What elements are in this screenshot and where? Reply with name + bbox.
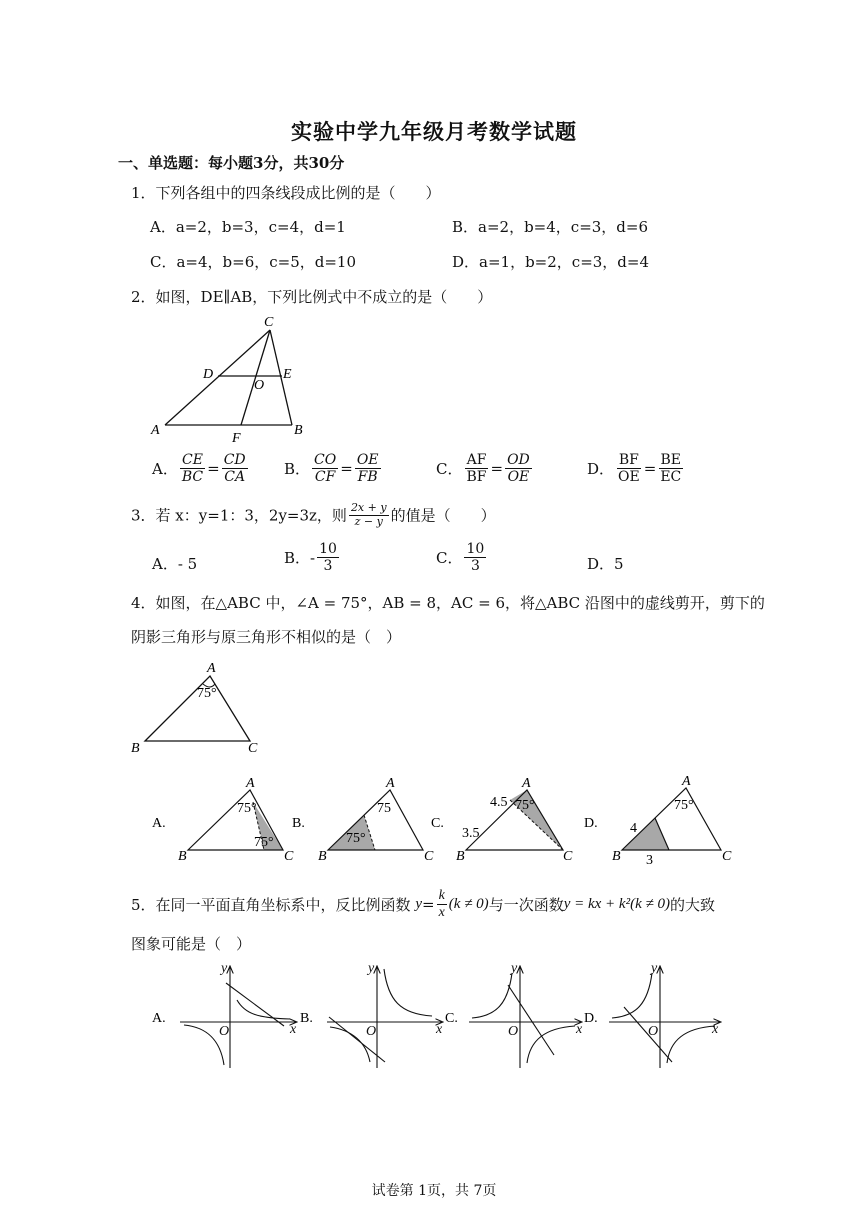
svg-text:4.5: 4.5 (490, 795, 508, 810)
q3-frac-num: 2x + y (350, 501, 387, 514)
svg-text:75°: 75° (197, 686, 217, 701)
q3-option-c: C． $\frac{10}{3}$ (436, 541, 485, 575)
page-footer: 试卷第 1页，共 7页 (371, 1183, 497, 1199)
svg-text:y: y (511, 961, 518, 976)
q4-option-c-label: C. (431, 816, 444, 831)
svg-text:75°: 75° (515, 798, 535, 813)
svg-text:C: C (722, 849, 732, 864)
q2-a-left-den: BC (181, 469, 204, 486)
q2-option-b: B． $\frac{CO}{CF}$ = $\frac{OE}{FB}$ (284, 452, 379, 486)
q2-label-f: F (232, 431, 241, 446)
q3-option-a: A．- 5 (152, 555, 198, 573)
svg-text:4: 4 (630, 821, 637, 836)
svg-text:x: x (712, 1022, 719, 1037)
svg-text:C: C (248, 741, 258, 756)
q5-option-a-graph (180, 961, 297, 1068)
q2-a-right-den: CA (224, 469, 246, 486)
q1-option-c: C．a=4，b=6，c=5，d=10 (150, 253, 357, 271)
q1-option-b: B．a=2，b=4，c=3，d=6 (452, 218, 649, 236)
q2-label-a: A (151, 423, 160, 438)
q5-option-b-graph (327, 961, 443, 1068)
q2-option-a: A． $\frac{CE}{BC}$ = $\frac{CD}{CA}$ (152, 452, 246, 486)
q1-stem: 1．下列各组中的四条线段成比例的是（ ） (131, 184, 441, 202)
q5-option-c-label: C. (445, 1011, 458, 1026)
svg-text:A: A (682, 774, 691, 789)
svg-text:x: x (436, 1022, 443, 1037)
q4-option-a-label: A. (152, 816, 166, 831)
q5-frac-den: x (438, 905, 445, 921)
svg-text:A: A (246, 776, 255, 791)
q2-label-d: D (203, 367, 214, 382)
q2-label-c: C (264, 315, 274, 330)
q5-option-d-graph (609, 961, 721, 1068)
q5-frac-num: k (437, 888, 447, 905)
q5-line2: 图象可能是（ ） (131, 935, 252, 953)
q2-label-b: B (294, 423, 303, 438)
q2-label-o: O (254, 378, 265, 393)
svg-text:y: y (368, 961, 375, 976)
svg-text:x: x (576, 1022, 583, 1037)
svg-text:3.5: 3.5 (462, 826, 480, 841)
svg-text:y: y (651, 961, 658, 976)
svg-text:75: 75 (377, 801, 391, 816)
svg-text:y: y (221, 961, 228, 976)
q4-line2: 阴影三角形与原三角形不相似的是（ ） (131, 628, 402, 646)
q1-option-a: A．a=2，b=3，c=4，d=1 (150, 218, 346, 236)
svg-text:O: O (508, 1024, 519, 1039)
svg-text:3: 3 (646, 853, 653, 868)
svg-text:B: B (456, 849, 465, 864)
svg-text:B: B (178, 849, 187, 864)
q2-a-left-num: CE (182, 452, 203, 468)
q3-frac-den: z − y (354, 514, 383, 528)
q4-line1: 4．如图，在△ABC 中，∠A = 75°，AB = 8，AC = 6，将△ABC 沿图中的虚线剪开，剪下的 (131, 594, 765, 612)
q2-label-e: E (283, 367, 292, 382)
svg-text:B: B (131, 741, 140, 756)
svg-text:A: A (207, 661, 216, 676)
q5-option-b-label: B. (300, 1011, 313, 1026)
q3-stem: 3．若 x：y=1：3，2y=3z，则 $\frac{2x + y}{z - y}$ 的值是（ ） (131, 501, 496, 528)
q5-option-c-graph (469, 961, 583, 1068)
q2-option-c: C． $\frac{AF}{BF}$ = $\frac{OD}{OE}$ (436, 452, 530, 486)
svg-text:75°: 75° (254, 835, 274, 850)
q3-option-b: B．- $\frac{10}{3}$ (284, 541, 337, 575)
svg-text:C: C (563, 849, 573, 864)
q5-linear-function: y = kx + k²(k ≠ 0) (563, 896, 670, 913)
q5-stem: 5．在同一平面直角坐标系中，反比例函数 y= $\frac{k}{x}$ (k ≠ 0)与一次函数y = kx + k²(k ≠ 0)的大致 (131, 888, 715, 921)
svg-text:C: C (284, 849, 294, 864)
svg-text:C: C (424, 849, 434, 864)
q5-option-a-label: A. (152, 1011, 166, 1026)
q2-stem: 2．如图，DE∥AB，下列比例式中不成立的是（ ） (131, 288, 493, 306)
page-title: 实验中学九年级月考数学试题 (291, 119, 577, 144)
q1-option-d: D．a=1，b=2，c=3，d=4 (452, 253, 650, 271)
svg-text:O: O (648, 1024, 659, 1039)
svg-text:O: O (219, 1024, 230, 1039)
svg-text:75°: 75° (237, 801, 257, 816)
svg-text:O: O (366, 1024, 377, 1039)
q4-option-d-label: D. (584, 816, 598, 831)
svg-text:75°: 75° (346, 831, 366, 846)
svg-text:x: x (290, 1022, 297, 1037)
svg-text:B: B (318, 849, 327, 864)
q5-option-d-label: D. (584, 1011, 598, 1026)
q2-a-right-num: CD (223, 452, 246, 468)
svg-text:B: B (612, 849, 621, 864)
svg-text:A: A (386, 776, 395, 791)
q2-option-d: D． $\frac{BF}{OE}$ = $\frac{BE}{EC}$ (587, 452, 682, 486)
section-heading: 一、单选题：每小题3分，共30分 (118, 154, 345, 172)
q3-option-d: D．5 (587, 555, 624, 573)
svg-text:A: A (522, 776, 531, 791)
q4-option-b-label: B. (292, 816, 305, 831)
svg-text:75°: 75° (674, 798, 694, 813)
